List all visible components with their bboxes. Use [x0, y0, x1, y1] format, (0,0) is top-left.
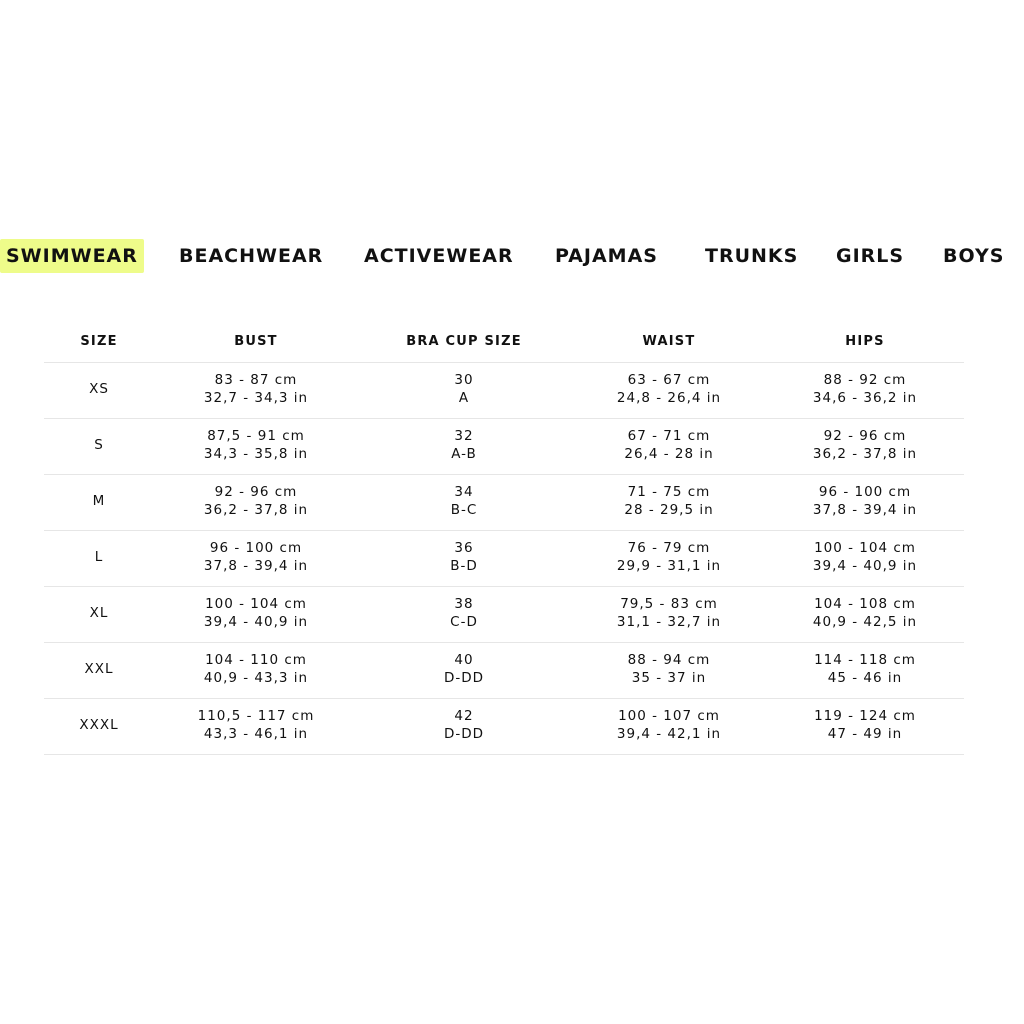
cell-bust-line: 96 - 100 cm — [209, 540, 303, 556]
cell-bust-line: 39,4 - 40,9 in — [203, 613, 309, 630]
tab-pajamas[interactable]: PAJAMAS — [555, 245, 658, 267]
cell-size: L — [94, 549, 104, 565]
cell-bust — [204, 596, 308, 631]
cell-bra-cup-line: B-C — [450, 501, 478, 518]
cell-waist-line: 35 - 37 in — [631, 669, 707, 686]
cell-bust-line: 40,9 - 43,3 in — [203, 669, 309, 686]
cell-bra-cup — [454, 372, 473, 407]
table-row — [44, 475, 964, 531]
cell-hips-line: 40,9 - 42,5 in — [812, 613, 918, 630]
table-row — [44, 699, 964, 755]
cell-bust-line: 87,5 - 91 cm — [207, 428, 305, 444]
cell-waist — [617, 540, 721, 575]
cell-bra-cup-line: D-DD — [443, 725, 485, 742]
cell-hips — [813, 596, 917, 631]
tab-trunks[interactable]: TRUNKS — [705, 245, 799, 267]
cell-waist-line: 31,1 - 32,7 in — [616, 613, 722, 630]
cell-bra-cup-line: B-D — [450, 557, 478, 574]
cell-hips-line: 45 - 46 in — [827, 669, 903, 686]
cell-waist-line: 24,8 - 26,4 in — [616, 389, 722, 406]
cell-waist-line: 29,9 - 31,1 in — [616, 557, 722, 574]
cell-hips-line: 88 - 92 cm — [823, 372, 907, 388]
cell-waist-line: 100 - 107 cm — [618, 708, 720, 724]
cell-size: XXL — [84, 661, 114, 677]
cell-bust-line: 83 - 87 cm — [214, 372, 298, 388]
cell-bust-line: 36,2 - 37,8 in — [203, 501, 309, 518]
tab-swimwear[interactable]: SWIMWEAR — [0, 239, 144, 273]
table-row — [44, 587, 964, 643]
cell-hips-line: 114 - 118 cm — [814, 652, 916, 668]
cell-bust — [204, 540, 308, 575]
cell-waist-line: 67 - 71 cm — [627, 428, 711, 444]
tab-activewear[interactable]: ACTIVEWEAR — [364, 245, 514, 267]
cell-bra-cup-line: A — [458, 389, 470, 406]
cell-waist-line: 71 - 75 cm — [627, 484, 711, 500]
cell-bust-line: 104 - 110 cm — [205, 652, 307, 668]
cell-bust — [204, 652, 308, 687]
cell-hips — [813, 484, 917, 519]
cell-waist-line: 39,4 - 42,1 in — [616, 725, 722, 742]
cell-size: S — [94, 437, 104, 453]
cell-bra-cup-line: 34 — [454, 484, 474, 500]
cell-hips — [813, 428, 917, 463]
cell-bust — [204, 484, 308, 519]
cell-bra-cup-line: C-D — [450, 613, 478, 630]
header-waist: WAIST — [642, 334, 696, 349]
cell-bust-line: 37,8 - 39,4 in — [203, 557, 309, 574]
category-tabs — [0, 239, 1024, 273]
cell-hips-line: 92 - 96 cm — [823, 428, 907, 444]
cell-bra-cup — [450, 540, 478, 575]
cell-hips-line: 39,4 - 40,9 in — [812, 557, 918, 574]
cell-bust-line: 32,7 - 34,3 in — [203, 389, 309, 406]
header-hips: HIPS — [845, 334, 885, 349]
cell-bust — [198, 708, 315, 743]
cell-waist-line: 26,4 - 28 in — [624, 445, 714, 462]
cell-size: XL — [89, 605, 109, 621]
cell-waist — [617, 708, 721, 743]
cell-hips-line: 119 - 124 cm — [814, 708, 916, 724]
cell-waist-line: 28 - 29,5 in — [624, 501, 714, 518]
cell-hips-line: 100 - 104 cm — [814, 540, 916, 556]
cell-size: XS — [89, 381, 109, 397]
cell-bra-cup-line: 38 — [454, 596, 474, 612]
cell-size: M — [92, 493, 106, 509]
cell-waist — [617, 596, 721, 631]
header-bust: BUST — [234, 334, 278, 349]
cell-waist-line: 76 - 79 cm — [627, 540, 711, 556]
tab-boys[interactable]: BOYS — [943, 245, 1005, 267]
table-row — [44, 363, 964, 419]
cell-hips-line: 36,2 - 37,8 in — [812, 445, 918, 462]
cell-waist — [617, 372, 721, 407]
cell-bust-line: 34,3 - 35,8 in — [203, 445, 309, 462]
tab-beachwear[interactable]: BEACHWEAR — [179, 245, 324, 267]
cell-bust-line: 92 - 96 cm — [214, 484, 298, 500]
table-row — [44, 643, 964, 699]
cell-hips-line: 96 - 100 cm — [818, 484, 912, 500]
header-bra-cup-size: BRA CUP SIZE — [406, 334, 522, 349]
size-chart-table — [44, 320, 964, 755]
header-size: SIZE — [80, 334, 118, 349]
cell-bra-cup-line: 32 — [454, 428, 474, 444]
cell-bra-cup — [444, 652, 484, 687]
cell-bra-cup-line: 40 — [454, 652, 474, 668]
cell-hips — [814, 708, 916, 743]
cell-size: XXXL — [79, 717, 119, 733]
cell-bra-cup — [450, 596, 478, 631]
cell-bra-cup — [444, 708, 484, 743]
cell-waist-line: 88 - 94 cm — [627, 652, 711, 668]
cell-bra-cup-line: 42 — [454, 708, 474, 724]
cell-hips — [814, 652, 916, 687]
cell-hips — [813, 540, 917, 575]
tab-girls[interactable]: GIRLS — [836, 245, 905, 267]
cell-bust-line: 110,5 - 117 cm — [197, 708, 315, 724]
cell-hips-line: 34,6 - 36,2 in — [812, 389, 918, 406]
cell-bra-cup-line: A-B — [451, 445, 477, 462]
cell-bra-cup-line: 30 — [454, 372, 474, 388]
cell-waist — [624, 484, 713, 519]
cell-bra-cup — [451, 484, 478, 519]
table-header-row — [44, 320, 964, 363]
cell-hips-line: 104 - 108 cm — [814, 596, 916, 612]
cell-waist — [628, 652, 711, 687]
cell-hips-line: 47 - 49 in — [827, 725, 903, 742]
cell-hips-line: 37,8 - 39,4 in — [812, 501, 918, 518]
cell-bust — [204, 372, 308, 407]
cell-bra-cup — [451, 428, 477, 463]
cell-waist — [624, 428, 713, 463]
cell-bra-cup-line: D-DD — [443, 669, 485, 686]
cell-waist-line: 63 - 67 cm — [627, 372, 711, 388]
table-row — [44, 419, 964, 475]
cell-bust-line: 43,3 - 46,1 in — [203, 725, 309, 742]
cell-waist-line: 79,5 - 83 cm — [620, 596, 718, 612]
cell-bust-line: 100 - 104 cm — [205, 596, 307, 612]
cell-bust — [204, 428, 308, 463]
table-row — [44, 531, 964, 587]
cell-bra-cup-line: 36 — [454, 540, 474, 556]
cell-hips — [813, 372, 917, 407]
